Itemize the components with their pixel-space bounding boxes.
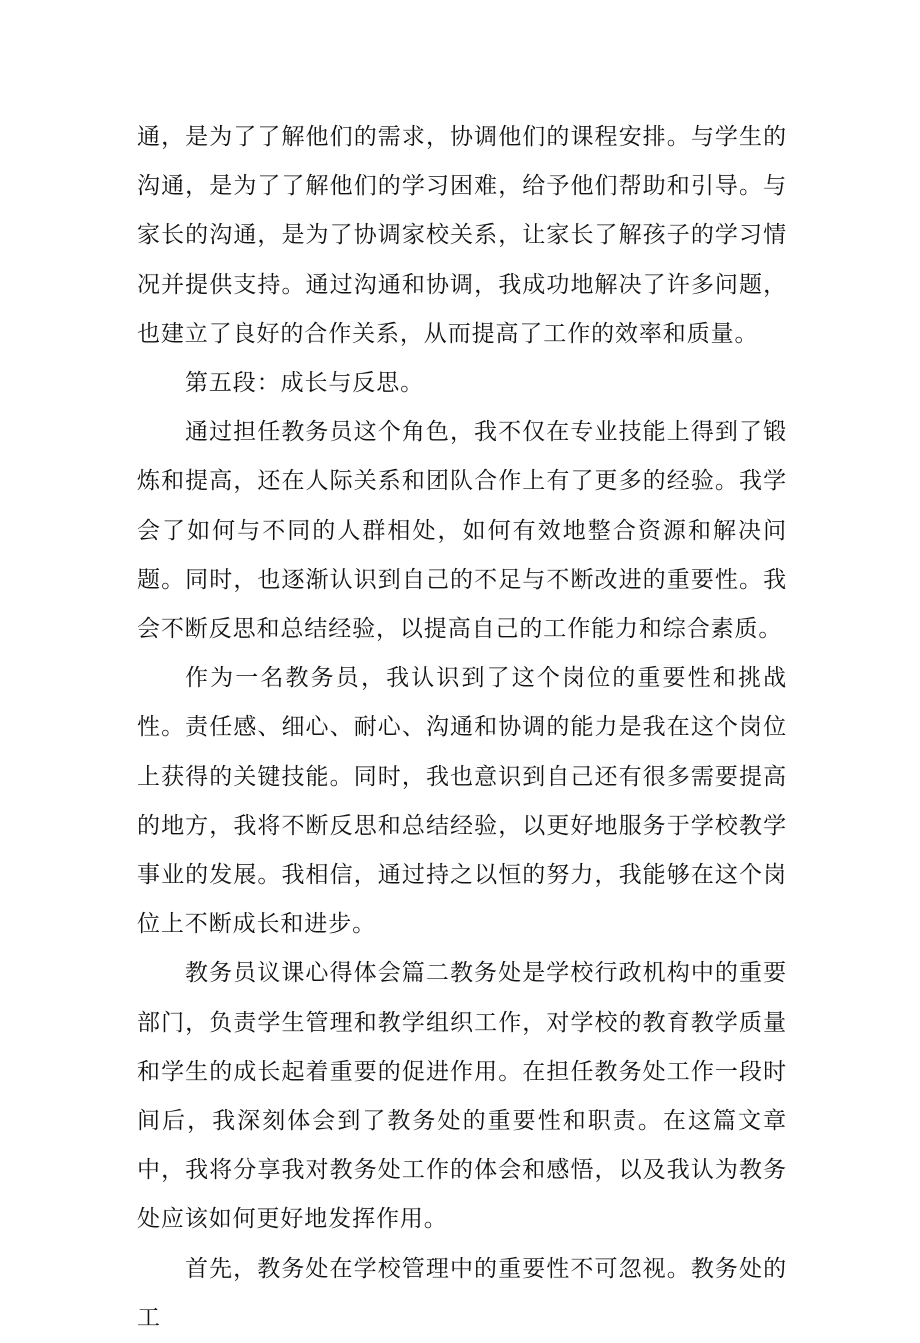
document-body (137, 113, 787, 1343)
paragraph: 教务员议课心得体会篇二教务处是学校行政机构中的重要部门，负责学生管理和教学组织工作，对学校的教育教学质量和学生的成长起着重要的促进作用。在担任教务处工作一段时间后，我深刻体会到了教务处的重要性和职责。在这篇文章中，我将分享我对教务处工作的体会和感悟，以及我认为教务处应该如何更好地发挥作用。 (137, 960, 787, 1233)
paragraph: 通过担任教务员这个角色，我不仅在专业技能上得到了锻炼和提高，还在人际关系和团队合作上有了更多的经验。我学会了如何与不同的人群相处，如何有效地整合资源和解决问题。同时，也逐渐认识到自己的不足与不断改进的重要性。我会不断反思和总结经验，以提高自己的工作能力和综合素质。 (137, 419, 787, 643)
paragraph: 首先，教务处在学校管理中的重要性不可忽视。教务处的工 (137, 1255, 787, 1331)
paragraph: 作为一名教务员，我认识到了这个岗位的重要性和挑战性。责任感、细心、耐心、沟通和协调的能力是我在这个岗位上获得的关键技能。同时，我也意识到自己还有很多需要提高的地方，我将不断反思和总结经验，以更好地服务于学校教学事业的发展。我相信，通过持之以恒的努力，我能够在这个岗位上不断成长和进步。 (137, 665, 787, 938)
section-heading: 第五段：成长与反思。 (185, 370, 424, 397)
paragraph-continuation: 通，是为了了解他们的需求，协调他们的课程安排。与学生的沟通，是为了了解他们的学习困难，给予他们帮助和引导。与家长的沟通，是为了协调家校关系，让家长了解孩子的学习情况并提供支持。通过沟通和协调，我成功地解决了许多问题，也建立了良好的合作关系，从而提高了工作的效率和质量。 (137, 124, 787, 347)
